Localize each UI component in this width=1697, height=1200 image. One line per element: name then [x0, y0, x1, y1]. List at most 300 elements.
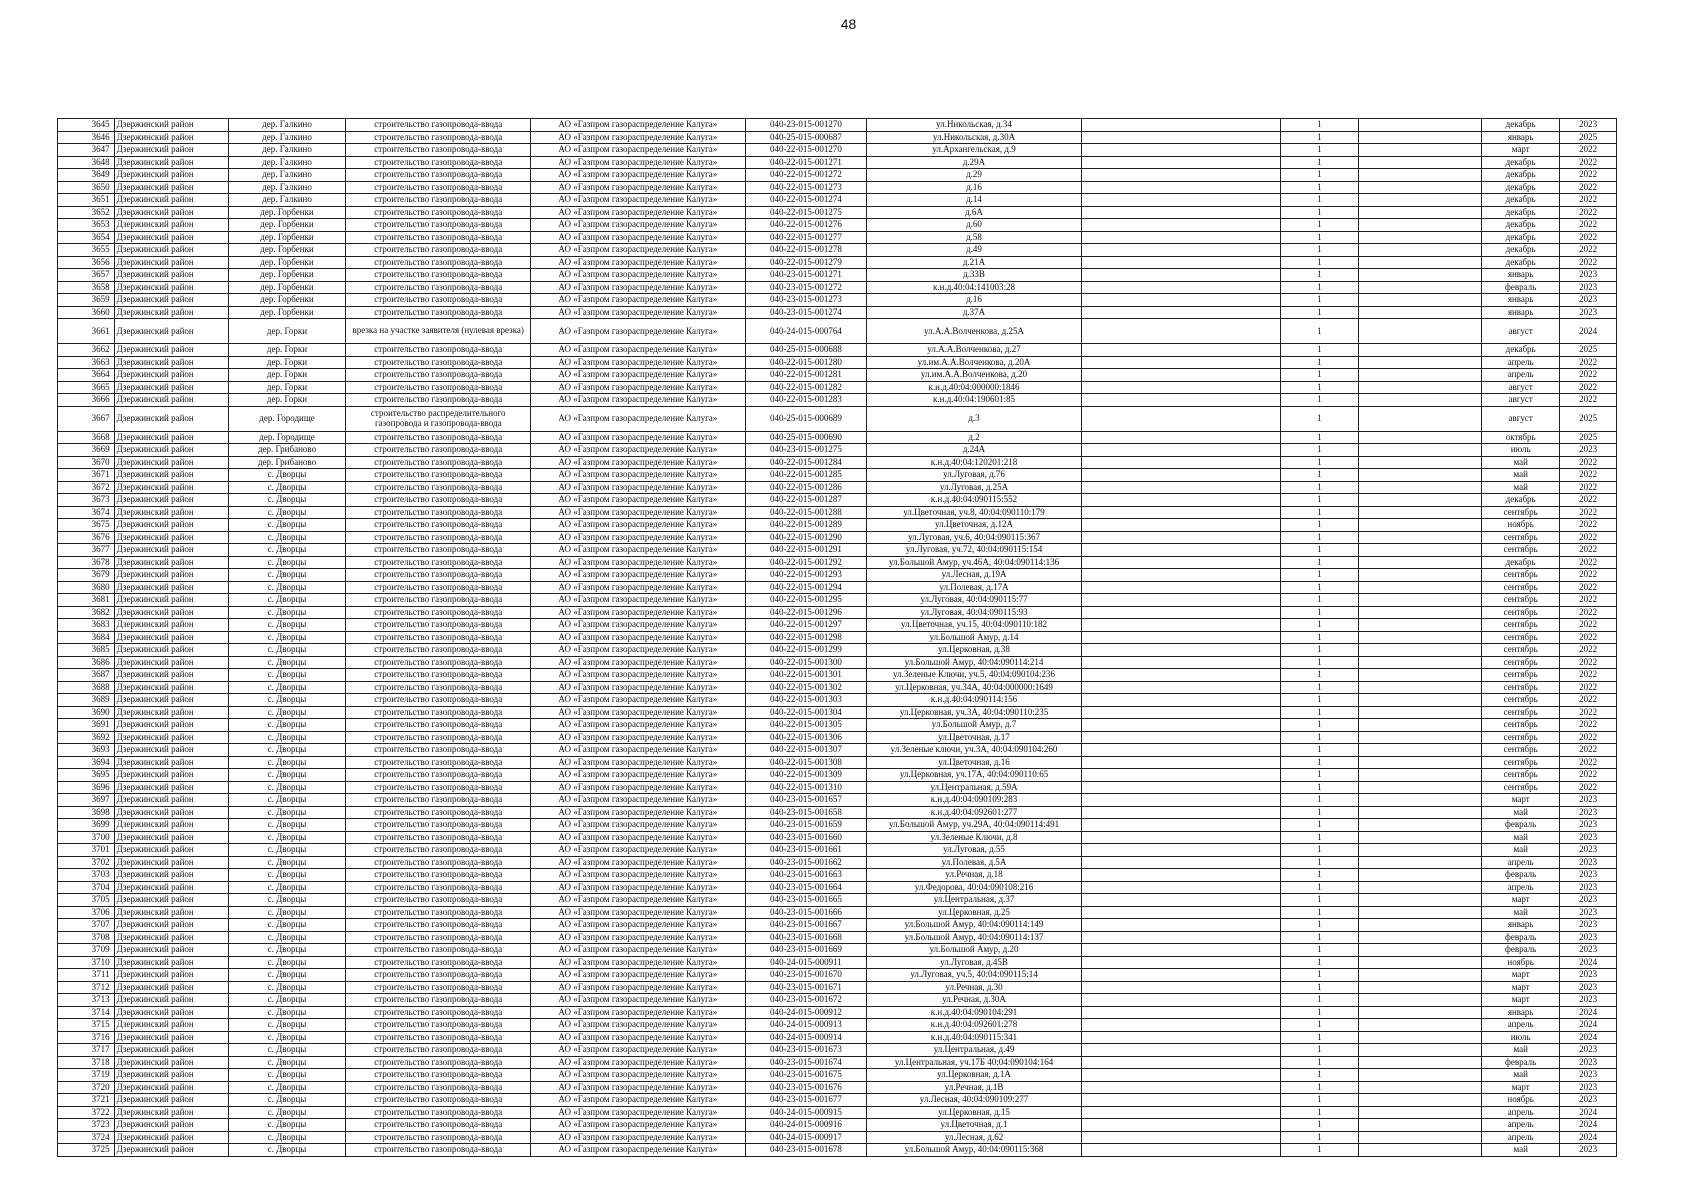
cell-settlement: дер. Горки	[228, 381, 345, 394]
cell-district: Дзержинский район	[114, 656, 228, 669]
cell-month: декабрь	[1482, 119, 1560, 132]
cell-address: ул.Луговая, д.55	[867, 844, 1081, 857]
table-row	[58, 744, 1617, 757]
cell-blank-col-a	[1081, 906, 1280, 919]
cell-blank-col-a	[1081, 731, 1280, 744]
cell-year: 2022	[1560, 231, 1617, 244]
cell-year: 2023	[1560, 944, 1617, 957]
cell-district: Дзержинский район	[114, 906, 228, 919]
cell-address: ул.Церковная, д.25	[867, 906, 1081, 919]
cell-settlement: дер. Галкино	[228, 119, 345, 132]
cell-month: декабрь	[1482, 194, 1560, 207]
cell-month: февраль	[1482, 819, 1560, 832]
cell-blank-col-a	[1081, 131, 1280, 144]
cell-blank-col-a	[1081, 831, 1280, 844]
cell-district: Дзержинский район	[114, 1019, 228, 1032]
table-row	[58, 319, 1617, 344]
cell-count: 1	[1280, 956, 1358, 969]
cell-organization: АО «Газпром газораспределение Калуга»	[531, 1031, 745, 1044]
cell-address: ул.Большой Амур, 40:04:090114:149	[867, 919, 1081, 932]
cell-month: декабрь	[1482, 231, 1560, 244]
cell-settlement: с. Дворцы	[228, 981, 345, 994]
cell-address: ул.Церковная, д.38	[867, 644, 1081, 657]
cell-blank-col-a	[1081, 581, 1280, 594]
cell-blank-col-a	[1081, 156, 1280, 169]
cell-settlement: дер. Горки	[228, 394, 345, 407]
cell-row-number: 3714	[58, 1006, 115, 1019]
cell-row-number: 3653	[58, 219, 115, 232]
cell-contract-number: 040-23-015-001673	[745, 1044, 867, 1057]
cell-settlement: с. Дворцы	[228, 969, 345, 982]
cell-organization: АО «Газпром газораспределение Калуга»	[531, 369, 745, 382]
cell-year: 2023	[1560, 881, 1617, 894]
table-row	[58, 269, 1617, 282]
cell-year: 2022	[1560, 181, 1617, 194]
cell-organization: АО «Газпром газораспределение Калуга»	[531, 769, 745, 782]
cell-district: Дзержинский район	[114, 369, 228, 382]
table-row	[58, 219, 1617, 232]
cell-row-number: 3695	[58, 769, 115, 782]
cell-work-type: строительство газопровода-ввода	[346, 981, 531, 994]
cell-address: ул.Лесная, д.62	[867, 1131, 1081, 1144]
cell-blank-col-a	[1081, 719, 1280, 732]
cell-work-type: строительство газопровода-ввода	[346, 669, 531, 682]
cell-contract-number: 040-23-015-001661	[745, 844, 867, 857]
cell-work-type: строительство газопровода-ввода	[346, 594, 531, 607]
table-row	[58, 444, 1617, 457]
cell-month: сентябрь	[1482, 669, 1560, 682]
cell-work-type: строительство газопровода-ввода	[346, 506, 531, 519]
cell-contract-number: 040-23-015-001272	[745, 281, 867, 294]
cell-organization: АО «Газпром газораспределение Калуга»	[531, 894, 745, 907]
cell-address: ул.Цветочная, уч.8, 40:04:090110:179	[867, 506, 1081, 519]
table-row	[58, 844, 1617, 857]
cell-organization: АО «Газпром газораспределение Калуга»	[531, 506, 745, 519]
cell-year: 2024	[1560, 1019, 1617, 1032]
table-row	[58, 956, 1617, 969]
cell-address: ул.Речная, д.30А	[867, 994, 1081, 1007]
cell-organization: АО «Газпром газораспределение Калуга»	[531, 1081, 745, 1094]
cell-contract-number: 040-23-015-001667	[745, 919, 867, 932]
cell-count: 1	[1280, 944, 1358, 957]
cell-address: ул.Зеленые Ключи, уч.5, 40:04:090104:236	[867, 669, 1081, 682]
cell-district: Дзержинский район	[114, 294, 228, 307]
cell-month: сентябрь	[1482, 781, 1560, 794]
cell-blank-col-a	[1081, 1019, 1280, 1032]
cell-row-number: 3710	[58, 956, 115, 969]
cell-count: 1	[1280, 706, 1358, 719]
cell-settlement: с. Дворцы	[228, 531, 345, 544]
cell-blank-col-b	[1359, 994, 1482, 1007]
cell-blank-col-b	[1359, 806, 1482, 819]
cell-work-type: врезка на участке заявителя (нулевая врезка)	[346, 319, 531, 344]
cell-count: 1	[1280, 219, 1358, 232]
cell-address: ул.Луговая, д.25А	[867, 481, 1081, 494]
cell-work-type: строительство газопровода-ввода	[346, 606, 531, 619]
cell-blank-col-b	[1359, 594, 1482, 607]
cell-district: Дзержинский район	[114, 606, 228, 619]
cell-row-number: 3663	[58, 356, 115, 369]
cell-year: 2023	[1560, 869, 1617, 882]
cell-row-number: 3669	[58, 444, 115, 457]
cell-blank-col-b	[1359, 1106, 1482, 1119]
cell-blank-col-a	[1081, 206, 1280, 219]
cell-district: Дзержинский район	[114, 994, 228, 1007]
cell-work-type: строительство газопровода-ввода	[346, 181, 531, 194]
cell-address: ул.Федорова, 40:04:090108:216	[867, 881, 1081, 894]
cell-address: ул.Луговая, 40:04:090115:77	[867, 594, 1081, 607]
cell-row-number: 3689	[58, 694, 115, 707]
cell-settlement: с. Дворцы	[228, 931, 345, 944]
cell-district: Дзержинский район	[114, 344, 228, 357]
cell-contract-number: 040-22-015-001300	[745, 656, 867, 669]
cell-district: Дзержинский район	[114, 506, 228, 519]
cell-organization: АО «Газпром газораспределение Калуга»	[531, 1119, 745, 1132]
cell-year: 2023	[1560, 906, 1617, 919]
cell-blank-col-b	[1359, 906, 1482, 919]
cell-month: июль	[1482, 444, 1560, 457]
cell-organization: АО «Газпром газораспределение Калуга»	[531, 1019, 745, 1032]
cell-year: 2022	[1560, 244, 1617, 257]
cell-blank-col-b	[1359, 131, 1482, 144]
cell-contract-number: 040-23-015-001659	[745, 819, 867, 832]
cell-contract-number: 040-23-015-001669	[745, 944, 867, 957]
cell-month: август	[1482, 381, 1560, 394]
cell-address: ул.им.А.А.Волченкова, д.20А	[867, 356, 1081, 369]
cell-organization: АО «Газпром газораспределение Калуга»	[531, 744, 745, 757]
table-row	[58, 1081, 1617, 1094]
cell-blank-col-a	[1081, 656, 1280, 669]
cell-count: 1	[1280, 631, 1358, 644]
cell-year: 2023	[1560, 844, 1617, 857]
cell-month: сентябрь	[1482, 656, 1560, 669]
cell-settlement: с. Дворцы	[228, 1131, 345, 1144]
cell-year: 2022	[1560, 206, 1617, 219]
cell-contract-number: 040-23-015-001658	[745, 806, 867, 819]
cell-contract-number: 040-23-015-001662	[745, 856, 867, 869]
cell-blank-col-a	[1081, 856, 1280, 869]
cell-contract-number: 040-22-015-001304	[745, 706, 867, 719]
cell-count: 1	[1280, 531, 1358, 544]
cell-organization: АО «Газпром газораспределение Калуга»	[531, 756, 745, 769]
cell-contract-number: 040-22-015-001294	[745, 581, 867, 594]
cell-address: ул.Полевая, д.17А	[867, 581, 1081, 594]
cell-month: август	[1482, 406, 1560, 431]
cell-year: 2022	[1560, 506, 1617, 519]
cell-month: сентябрь	[1482, 644, 1560, 657]
cell-district: Дзержинский район	[114, 1106, 228, 1119]
cell-month: апрель	[1482, 881, 1560, 894]
cell-work-type: строительство газопровода-ввода	[346, 369, 531, 382]
cell-district: Дзержинский район	[114, 756, 228, 769]
cell-organization: АО «Газпром газораспределение Калуга»	[531, 169, 745, 182]
cell-year: 2023	[1560, 994, 1617, 1007]
cell-count: 1	[1280, 356, 1358, 369]
cell-row-number: 3700	[58, 831, 115, 844]
cell-count: 1	[1280, 994, 1358, 1007]
cell-organization: АО «Газпром газораспределение Калуга»	[531, 294, 745, 307]
cell-address: ул.Большой Амур, д.7	[867, 719, 1081, 732]
cell-settlement: с. Дворцы	[228, 1119, 345, 1132]
cell-organization: АО «Газпром газораспределение Калуга»	[531, 406, 745, 431]
cell-blank-col-b	[1359, 1056, 1482, 1069]
cell-year: 2022	[1560, 531, 1617, 544]
cell-settlement: с. Дворцы	[228, 1106, 345, 1119]
cell-month: апрель	[1482, 356, 1560, 369]
cell-blank-col-a	[1081, 706, 1280, 719]
cell-organization: АО «Газпром газораспределение Калуга»	[531, 706, 745, 719]
cell-year: 2022	[1560, 356, 1617, 369]
cell-blank-col-a	[1081, 1056, 1280, 1069]
cell-year: 2023	[1560, 119, 1617, 132]
cell-organization: АО «Газпром газораспределение Калуга»	[531, 281, 745, 294]
cell-blank-col-a	[1081, 681, 1280, 694]
cell-contract-number: 040-23-015-001270	[745, 119, 867, 132]
cell-blank-col-a	[1081, 406, 1280, 431]
cell-work-type: строительство газопровода-ввода	[346, 944, 531, 957]
cell-row-number: 3687	[58, 669, 115, 682]
cell-contract-number: 040-22-015-001305	[745, 719, 867, 732]
cell-address: ул.Большой Амур, д.14	[867, 631, 1081, 644]
cell-blank-col-a	[1081, 169, 1280, 182]
cell-count: 1	[1280, 669, 1358, 682]
registry-table	[57, 118, 1617, 1157]
cell-month: декабрь	[1482, 219, 1560, 232]
cell-month: сентябрь	[1482, 581, 1560, 594]
cell-blank-col-a	[1081, 444, 1280, 457]
cell-district: Дзержинский район	[114, 469, 228, 482]
cell-count: 1	[1280, 156, 1358, 169]
table-row	[58, 994, 1617, 1007]
cell-work-type: строительство газопровода-ввода	[346, 931, 531, 944]
cell-row-number: 3682	[58, 606, 115, 619]
cell-organization: АО «Газпром газораспределение Калуга»	[531, 319, 745, 344]
cell-settlement: с. Дворцы	[228, 644, 345, 657]
cell-settlement: с. Дворцы	[228, 669, 345, 682]
cell-blank-col-a	[1081, 244, 1280, 257]
cell-count: 1	[1280, 344, 1358, 357]
table-row	[58, 531, 1617, 544]
table-row	[58, 494, 1617, 507]
cell-settlement: с. Дворцы	[228, 869, 345, 882]
cell-blank-col-a	[1081, 519, 1280, 532]
cell-district: Дзержинский район	[114, 569, 228, 582]
cell-address: ул.Луговая, уч.72, 40:04:090115:154	[867, 544, 1081, 557]
cell-blank-col-b	[1359, 719, 1482, 732]
cell-work-type: строительство газопровода-ввода	[346, 719, 531, 732]
cell-row-number: 3673	[58, 494, 115, 507]
cell-month: март	[1482, 794, 1560, 807]
cell-work-type: строительство газопровода-ввода	[346, 819, 531, 832]
cell-organization: АО «Газпром газораспределение Калуга»	[531, 494, 745, 507]
cell-blank-col-a	[1081, 394, 1280, 407]
cell-count: 1	[1280, 1094, 1358, 1107]
cell-year: 2025	[1560, 431, 1617, 444]
cell-row-number: 3723	[58, 1119, 115, 1132]
cell-settlement: с. Дворцы	[228, 1069, 345, 1082]
cell-blank-col-b	[1359, 1144, 1482, 1157]
cell-blank-col-a	[1081, 219, 1280, 232]
cell-address: ул.Речная, д.30	[867, 981, 1081, 994]
cell-year: 2024	[1560, 956, 1617, 969]
cell-blank-col-a	[1081, 994, 1280, 1007]
cell-blank-col-b	[1359, 406, 1482, 431]
cell-organization: АО «Газпром газораспределение Калуга»	[531, 519, 745, 532]
table-row	[58, 894, 1617, 907]
cell-settlement: с. Дворцы	[228, 544, 345, 557]
cell-district: Дзержинский район	[114, 531, 228, 544]
cell-work-type: строительство газопровода-ввода	[346, 831, 531, 844]
cell-blank-col-b	[1359, 531, 1482, 544]
cell-month: август	[1482, 394, 1560, 407]
table-row	[58, 581, 1617, 594]
cell-district: Дзержинский район	[114, 719, 228, 732]
cell-blank-col-b	[1359, 694, 1482, 707]
cell-month: март	[1482, 1081, 1560, 1094]
cell-contract-number: 040-22-015-001272	[745, 169, 867, 182]
cell-work-type: строительство газопровода-ввода	[346, 194, 531, 207]
cell-contract-number: 040-22-015-001293	[745, 569, 867, 582]
cell-work-type: строительство газопровода-ввода	[346, 569, 531, 582]
page-number: 48	[840, 16, 857, 32]
cell-blank-col-a	[1081, 231, 1280, 244]
cell-organization: АО «Газпром газораспределение Калуга»	[531, 619, 745, 632]
cell-district: Дзержинский район	[114, 919, 228, 932]
cell-blank-col-a	[1081, 569, 1280, 582]
cell-blank-col-b	[1359, 319, 1482, 344]
cell-blank-col-a	[1081, 144, 1280, 157]
cell-blank-col-a	[1081, 669, 1280, 682]
cell-count: 1	[1280, 594, 1358, 607]
cell-address: ул.Зеленые ключи, уч.3А, 40:04:090104:260	[867, 744, 1081, 757]
scan-margin-mark	[1688, 750, 1690, 810]
cell-settlement: дер. Горбенки	[228, 281, 345, 294]
table-row	[58, 631, 1617, 644]
cell-count: 1	[1280, 931, 1358, 944]
cell-organization: АО «Газпром газораспределение Калуга»	[531, 381, 745, 394]
cell-work-type: строительство газопровода-ввода	[346, 794, 531, 807]
cell-year: 2022	[1560, 619, 1617, 632]
cell-contract-number: 040-23-015-001271	[745, 269, 867, 282]
cell-contract-number: 040-23-015-001678	[745, 1144, 867, 1157]
cell-address: ул.Зеленые Ключи, д.8	[867, 831, 1081, 844]
cell-month: август	[1482, 319, 1560, 344]
cell-district: Дзержинский район	[114, 319, 228, 344]
cell-address: ул.Цветочная, д.17	[867, 731, 1081, 744]
cell-month: май	[1482, 481, 1560, 494]
cell-settlement: дер. Галкино	[228, 181, 345, 194]
cell-blank-col-a	[1081, 356, 1280, 369]
cell-count: 1	[1280, 119, 1358, 132]
cell-year: 2023	[1560, 1094, 1617, 1107]
cell-month: сентябрь	[1482, 731, 1560, 744]
cell-contract-number: 040-22-015-001290	[745, 531, 867, 544]
cell-month: ноябрь	[1482, 519, 1560, 532]
cell-blank-col-a	[1081, 381, 1280, 394]
cell-count: 1	[1280, 919, 1358, 932]
cell-settlement: дер. Горбенки	[228, 244, 345, 257]
cell-contract-number: 040-22-015-001275	[745, 206, 867, 219]
cell-settlement: дер. Грибаново	[228, 456, 345, 469]
cell-work-type: строительство газопровода-ввода	[346, 444, 531, 457]
cell-district: Дзержинский район	[114, 456, 228, 469]
cell-organization: АО «Газпром газораспределение Калуга»	[531, 681, 745, 694]
cell-count: 1	[1280, 756, 1358, 769]
cell-row-number: 3709	[58, 944, 115, 957]
cell-blank-col-a	[1081, 481, 1280, 494]
cell-month: январь	[1482, 919, 1560, 932]
table-row	[58, 1044, 1617, 1057]
table-row	[58, 344, 1617, 357]
cell-year: 2024	[1560, 1119, 1617, 1132]
cell-contract-number: 040-23-015-001665	[745, 894, 867, 907]
cell-district: Дзержинский район	[114, 619, 228, 632]
cell-work-type: строительство газопровода-ввода	[346, 544, 531, 557]
cell-address: ул.Луговая, уч.6, 40:04:090115:367	[867, 531, 1081, 544]
cell-year: 2022	[1560, 694, 1617, 707]
cell-year: 2024	[1560, 319, 1617, 344]
cell-blank-col-a	[1081, 956, 1280, 969]
cell-row-number: 3690	[58, 706, 115, 719]
cell-blank-col-b	[1359, 506, 1482, 519]
cell-settlement: с. Дворцы	[228, 1031, 345, 1044]
cell-work-type: строительство газопровода-ввода	[346, 969, 531, 982]
cell-year: 2022	[1560, 519, 1617, 532]
cell-settlement: с. Дворцы	[228, 794, 345, 807]
cell-row-number: 3657	[58, 269, 115, 282]
cell-blank-col-b	[1359, 731, 1482, 744]
cell-address: к.н.д.40:04:000000:1846	[867, 381, 1081, 394]
cell-address: д.60	[867, 219, 1081, 232]
cell-district: Дзержинский район	[114, 356, 228, 369]
cell-contract-number: 040-22-015-001287	[745, 494, 867, 507]
table-row	[58, 944, 1617, 957]
cell-address: ул.Большой Амур, 40:04:090115:368	[867, 1144, 1081, 1157]
cell-settlement: с. Дворцы	[228, 569, 345, 582]
cell-blank-col-b	[1359, 769, 1482, 782]
cell-count: 1	[1280, 144, 1358, 157]
cell-blank-col-a	[1081, 281, 1280, 294]
cell-address: ул.Центральная, д.59А	[867, 781, 1081, 794]
table-row	[58, 906, 1617, 919]
cell-contract-number: 040-22-015-001280	[745, 356, 867, 369]
cell-blank-col-b	[1359, 144, 1482, 157]
cell-row-number: 3667	[58, 406, 115, 431]
cell-month: сентябрь	[1482, 506, 1560, 519]
cell-blank-col-b	[1359, 1119, 1482, 1132]
cell-year: 2023	[1560, 1144, 1617, 1157]
cell-month: декабрь	[1482, 181, 1560, 194]
cell-address: ул.Лесная, д.19А	[867, 569, 1081, 582]
cell-count: 1	[1280, 719, 1358, 732]
cell-address: ул.Лесная, 40:04:090109:277	[867, 1094, 1081, 1107]
cell-address: ул.Цветочная, д.1	[867, 1119, 1081, 1132]
cell-row-number: 3718	[58, 1056, 115, 1069]
cell-count: 1	[1280, 769, 1358, 782]
cell-address: ул.Никольская, д.30А	[867, 131, 1081, 144]
cell-organization: АО «Газпром газораспределение Калуга»	[531, 956, 745, 969]
table-row	[58, 806, 1617, 819]
cell-year: 2023	[1560, 1069, 1617, 1082]
cell-contract-number: 040-23-015-001668	[745, 931, 867, 944]
cell-settlement: с. Дворцы	[228, 744, 345, 757]
cell-settlement: с. Дворцы	[228, 944, 345, 957]
cell-blank-col-b	[1359, 494, 1482, 507]
cell-month: сентябрь	[1482, 694, 1560, 707]
cell-year: 2022	[1560, 669, 1617, 682]
cell-row-number: 3686	[58, 656, 115, 669]
cell-organization: АО «Газпром газораспределение Калуга»	[531, 1131, 745, 1144]
